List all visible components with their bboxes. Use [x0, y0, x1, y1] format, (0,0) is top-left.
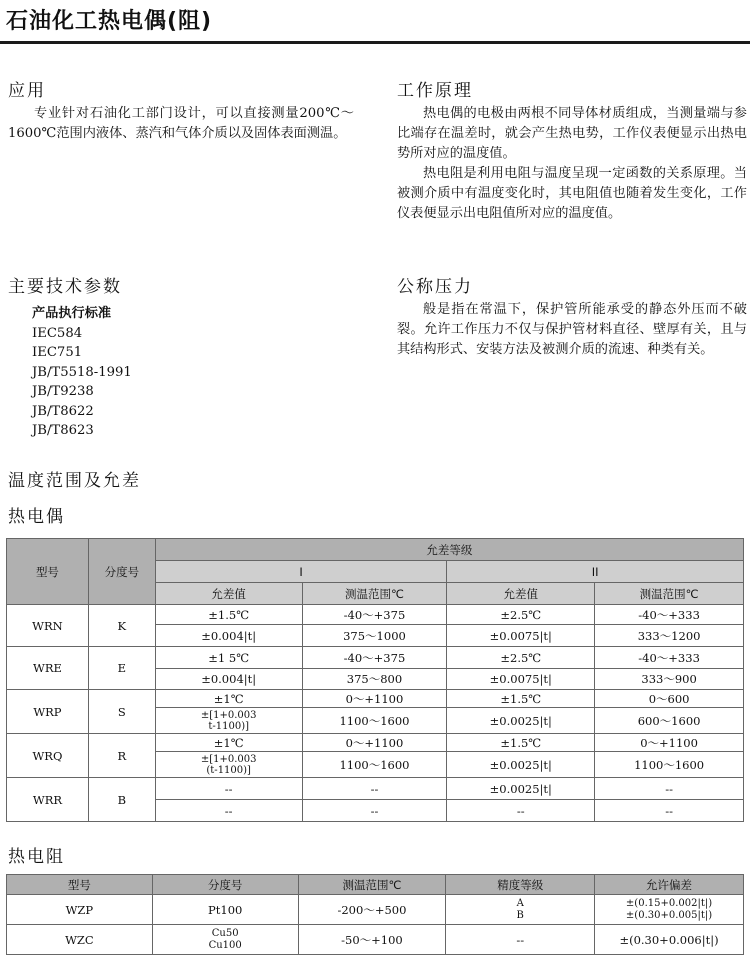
cell-graduation: E	[88, 647, 155, 690]
cell-model: WRR	[7, 778, 89, 822]
cell: 0～+1100	[302, 690, 447, 708]
cell: ±2.5℃	[447, 647, 595, 669]
pressure-paragraph: 般是指在常温下，保护管所能承受的静态外压而不破裂。允许工作压力不仅与保护管材料直径、壁厚有关，且与其结构形式、安装方法及被测介质的流速、种类有关。	[397, 302, 747, 357]
cell: --	[447, 800, 595, 822]
principle-paragraph-2: 热电阻是利用电阻与温度呈现一定函数的关系原理。当被测介质中有温度变化时，其电阻值也随着发生变化，工作仪表便显示出电阻值所对应的温度值。	[397, 166, 747, 221]
pressure-heading: 公称压力	[397, 277, 473, 297]
cell: ±0.0025|t|	[447, 752, 595, 778]
table-row	[7, 647, 744, 669]
standards-list	[32, 304, 132, 441]
principle-paragraph-1: 热电偶的电极由两根不同导体材质组成，当测量端与参比端存在温差时，就会产生热电势，工作仪表便显示出热电势所对应的温度值。	[397, 106, 747, 161]
cell: ±2.5℃	[447, 605, 595, 625]
cell: 1100～1600	[302, 708, 447, 734]
standard-item: JB/T8623	[32, 423, 94, 438]
cell: 333～1200	[595, 625, 744, 647]
application-heading: 应用	[8, 81, 46, 101]
cell-model: WZP	[7, 895, 153, 925]
cell: ±0.0075|t|	[447, 625, 595, 647]
table-row	[7, 690, 744, 708]
col-deviation: 允许偏差	[595, 875, 744, 895]
cell-accuracy: --	[446, 925, 595, 955]
cell: --	[302, 778, 447, 800]
specs-heading: 主要技术参数	[8, 277, 122, 297]
col-tol-value: 允差值	[155, 583, 302, 605]
cell: 333～900	[595, 669, 744, 690]
cell: ±0.004|t|	[155, 669, 302, 690]
table-row	[7, 734, 744, 752]
col-tolerance-class: 允差等级	[155, 539, 743, 561]
col-range: 测温范围℃	[595, 583, 744, 605]
cell: -40～+375	[302, 647, 447, 669]
thermocouple-heading: 热电偶	[8, 507, 65, 527]
rtd-heading: 热电阻	[8, 847, 65, 867]
cell: ±1.5℃	[155, 605, 302, 625]
table-row	[7, 778, 744, 800]
col-range: 测温范围℃	[298, 875, 446, 895]
cell-graduation: S	[88, 690, 155, 734]
col-graduation: 分度号	[152, 875, 298, 895]
standards-label: 产品执行标准	[32, 306, 112, 321]
cell-model: WRQ	[7, 734, 89, 778]
cell: ±1℃	[155, 734, 302, 752]
cell: 1100～1600	[302, 752, 447, 778]
cell: 1100～1600	[595, 752, 744, 778]
cell: -40～+375	[302, 605, 447, 625]
table-row	[7, 895, 744, 925]
cell: --	[155, 778, 302, 800]
table-row	[7, 605, 744, 625]
cell-deviation: ±(0.15+0.002|t|) ±(0.30+0.005|t|)	[595, 895, 744, 925]
col-range: 测温范围℃	[302, 583, 447, 605]
col-graduation: 分度号	[88, 539, 155, 605]
cell: -40～+333	[595, 605, 744, 625]
cell-graduation: Pt100	[152, 895, 298, 925]
col-class-1: I	[155, 561, 447, 583]
table-row	[7, 925, 744, 955]
cell: -40～+333	[595, 647, 744, 669]
standard-item: JB/T9238	[32, 384, 94, 399]
col-accuracy: 精度等级	[446, 875, 595, 895]
temp-range-heading: 温度范围及允差	[8, 471, 141, 491]
standard-item: IEC584	[32, 325, 83, 341]
cell: ±[1+0.003 (t-1100)]	[155, 752, 302, 778]
col-model: 型号	[7, 875, 153, 895]
cell: --	[155, 800, 302, 822]
rtd-table	[6, 874, 744, 955]
cell: ±0.004|t|	[155, 625, 302, 647]
cell-model: WRE	[7, 647, 89, 690]
cell: 600～1600	[595, 708, 744, 734]
cell: ±1.5℃	[447, 690, 595, 708]
cell-deviation: ±(0.30+0.006|t|)	[595, 925, 744, 955]
cell: ±[1+0.003 t-1100)]	[155, 708, 302, 734]
cell: --	[302, 800, 447, 822]
cell: ±1.5℃	[447, 734, 595, 752]
cell: ±0.0025|t|	[447, 778, 595, 800]
cell: 375～1000	[302, 625, 447, 647]
cell: 0～600	[595, 690, 744, 708]
cell-range: -50～+100	[298, 925, 446, 955]
pressure-text	[397, 300, 747, 360]
cell: 0～+1100	[595, 734, 744, 752]
application-paragraph: 专业针对石油化工部门设计，可以直接测量200℃～1600℃范围内液体、蒸汽和气体介质以及固体表面测温。	[8, 106, 354, 141]
cell: --	[595, 800, 744, 822]
application-text	[8, 104, 354, 144]
page-title: 石油化工热电偶(阻)	[6, 9, 213, 34]
col-tol-value: 允差值	[447, 583, 595, 605]
cell-graduation: K	[88, 605, 155, 647]
col-class-2: II	[447, 561, 744, 583]
cell: ±0.0075|t|	[447, 669, 595, 690]
standard-item: JB/T8622	[32, 403, 94, 419]
cell: 0～+1100	[302, 734, 447, 752]
cell-graduation: R	[88, 734, 155, 778]
cell-accuracy: A B	[446, 895, 595, 925]
title-divider	[0, 41, 750, 44]
cell: ±1 5℃	[155, 647, 302, 669]
cell: 375～800	[302, 669, 447, 690]
cell-graduation: B	[88, 778, 155, 822]
principle-heading: 工作原理	[397, 81, 473, 101]
standard-item: IEC751	[32, 345, 83, 360]
cell: ±1℃	[155, 690, 302, 708]
cell-model: WRN	[7, 605, 89, 647]
col-model: 型号	[7, 539, 89, 605]
standard-item: JB/T5518-1991	[32, 364, 132, 380]
cell-graduation: Cu50 Cu100	[152, 925, 298, 955]
cell: --	[595, 778, 744, 800]
cell-model: WRP	[7, 690, 89, 734]
cell: ±0.0025|t|	[447, 708, 595, 734]
thermocouple-table	[6, 538, 744, 822]
cell-range: -200～+500	[298, 895, 446, 925]
principle-text	[397, 104, 747, 224]
cell-model: WZC	[7, 925, 153, 955]
